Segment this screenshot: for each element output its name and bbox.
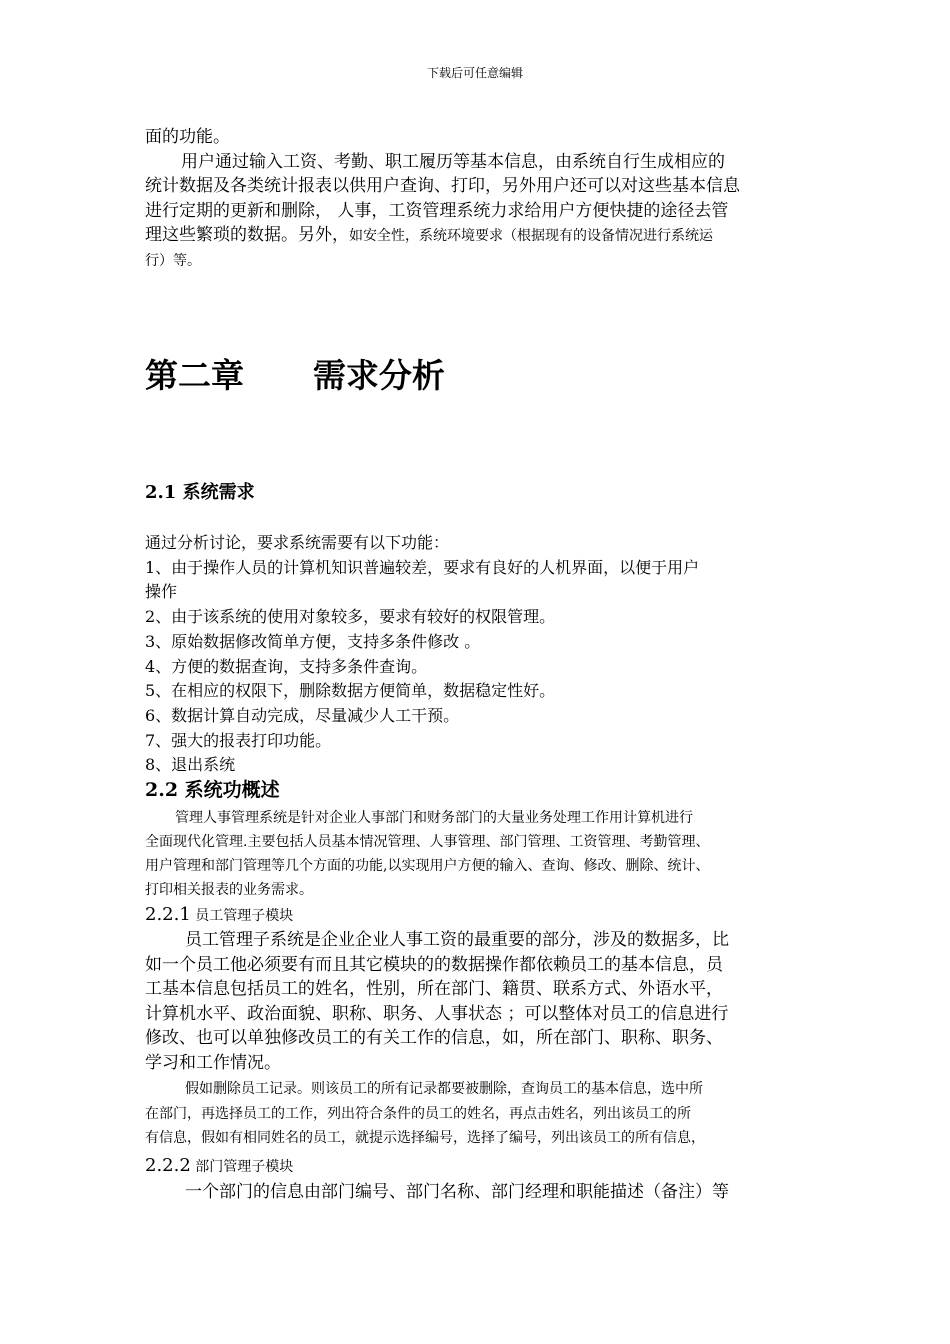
text-line: 如一个员工他必须要有而且其它模块的的数据操作都依赖员工的基本信息，员 xyxy=(145,954,723,975)
subsection-heading-2-2-2 xyxy=(145,1156,293,1177)
subsection-title: 部门管理子模块 xyxy=(190,1159,294,1175)
text-line: 假如删除员工记录。则该员工的所有记录都要被删除，查询员工的基本信息，选中所 xyxy=(185,1081,703,1097)
page-header: 下载后可任意编辑 xyxy=(426,66,523,80)
text-line: 工基本信息包括员工的姓名，性别，所在部门、籍贯、联系方式、外语水平， xyxy=(145,979,723,1000)
subsection-number: 2.2.2 xyxy=(145,1155,191,1176)
text-line xyxy=(145,223,815,249)
text-line: 管理人事管理系统是针对企业人事部门和财务部门的大量业务处理工作用计算机进行 xyxy=(175,810,693,826)
list-item: 1、由于操作人员的计算机知识普遍较差，要求有良好的人机界面，以便于用户 xyxy=(145,557,700,577)
chapter-title: 第二章 需求分析 xyxy=(145,356,445,395)
subsection-title: 员工管理子模块 xyxy=(190,908,294,924)
text-run-small: 如安全性，系统环境要求（根据现有的设备情况进行系统运 xyxy=(349,228,713,244)
section-heading-2-2: 2.2 系统功概述 xyxy=(145,779,280,801)
text-line: 全面现代化管理.主要包括人员基本情况管理、人事管理、部门管理、工资管理、考勤管理、 xyxy=(145,834,710,850)
text-line: 进行定期的更新和删除， 人事，工资管理系统力求给用户方便快捷的途径去管 xyxy=(145,200,729,221)
list-item: 4、方便的数据查询，支持多条件查询。 xyxy=(145,656,428,676)
list-item: 6、数据计算自动完成，尽量减少人工干预。 xyxy=(145,705,460,725)
text-line: 统计数据及各类统计报表以供用户查询、打印，另外用户还可以对这些基本信息 xyxy=(145,176,740,196)
employee-module-paragraph xyxy=(145,928,815,1076)
requirements-list xyxy=(145,531,815,778)
list-item: 操作 xyxy=(145,582,178,602)
list-item: 8、退出系统 xyxy=(145,755,236,775)
text-line: 用户通过输入工资、考勤、职工履历等基本信息，由系统自行生成相应的 xyxy=(181,151,725,172)
text-line: 学习和工作情况。 xyxy=(145,1052,281,1073)
text-line: 在部门，再选择员工的工作，列出符合条件的员工的姓名，再点击姓名，列出该员工的所 xyxy=(145,1105,691,1122)
subsection-heading-2-2-1 xyxy=(145,905,293,926)
text-line: 打印相关报表的业务需求。 xyxy=(145,882,313,898)
intro-paragraph xyxy=(145,125,815,273)
employee-delete-paragraph xyxy=(145,1077,815,1151)
text-line: 有信息，假如有相同姓名的员工，就提示选择编号，选择了编号，列出该员工的所有信息， xyxy=(145,1130,705,1146)
text-line: 通过分析讨论，要求系统需要有以下功能： xyxy=(145,533,450,552)
section-heading-2-1: 2.1 系统需求 xyxy=(145,482,255,503)
text-line: 一个部门的信息由部门编号、部门名称、部门经理和职能描述（备注）等 xyxy=(185,1182,729,1202)
list-item: 5、在相应的权限下，删除数据方便简单，数据稳定性好。 xyxy=(145,681,556,701)
text-line: 面的功能。 xyxy=(145,127,230,147)
list-item: 7、强大的报表打印功能。 xyxy=(145,730,332,750)
text-line: 用户管理和部门管理等几个方面的功能,以实现用户方便的输入、查询、修改、删除、统计、 xyxy=(145,858,710,874)
list-item: 3、原始数据修改简单方便，支持多条件修改 。 xyxy=(145,631,481,651)
overview-paragraph xyxy=(145,806,815,902)
text-line: 员工管理子系统是企业企业人事工资的最重要的部分，涉及的数据多，比 xyxy=(185,930,729,950)
department-module-paragraph xyxy=(145,1180,815,1204)
list-item: 2、由于该系统的使用对象较多，要求有较好的权限管理。 xyxy=(145,607,556,627)
text-line: 修改、也可以单独修改员工的有关工作的信息，如，所在部门、职称、职务、 xyxy=(145,1028,723,1049)
subsection-number: 2.2.1 xyxy=(145,904,191,925)
text-line: 行）等。 xyxy=(145,252,201,269)
text-run: 理这些繁琐的数据。另外， xyxy=(145,225,349,245)
text-line: 计算机水平、政治面貌、职称、职务、人事状态 ；可以整体对员工的信息进行 xyxy=(145,1003,729,1024)
